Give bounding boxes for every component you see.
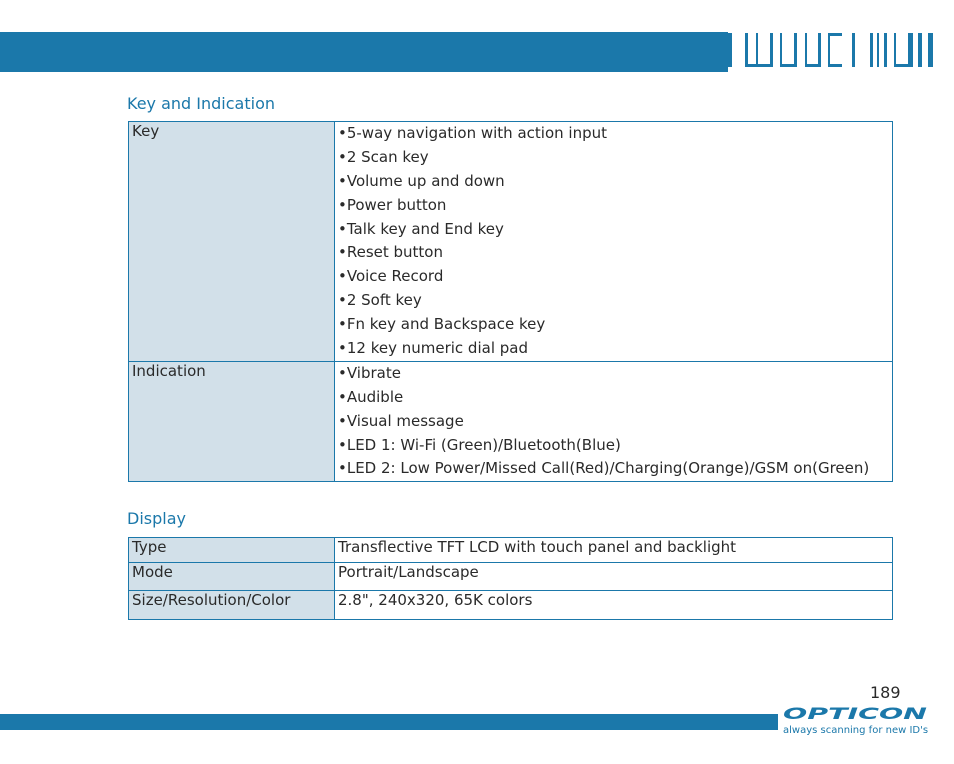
list-item: •Vibrate [338, 363, 401, 382]
display-heading: Display [127, 509, 186, 528]
list-item: •LED 2: Low Power/Missed Call(Red)/Charging(Orange)/GSM on(Green) [338, 459, 870, 478]
table-row [129, 563, 893, 591]
list-item: •Talk key and End key [338, 219, 504, 238]
row-label-indication: Indication [129, 361, 335, 481]
barcode-icon [728, 33, 938, 73]
indication-items [335, 361, 893, 481]
list-item: •Fn key and Backspace key [338, 315, 546, 334]
table-row [129, 538, 893, 563]
key-indication-table [128, 121, 893, 482]
list-item: •Audible [338, 387, 404, 406]
list-item: •Reset button [338, 243, 443, 262]
row-label-mode: Mode [129, 563, 335, 591]
list-item: •2 Scan key [338, 147, 429, 166]
brand-name: OPTICON [783, 704, 929, 722]
header-band [0, 32, 728, 72]
footer-band [0, 714, 778, 730]
list-item: •Visual message [338, 411, 464, 430]
table-row [129, 591, 893, 620]
row-value-type: Transflective TFT LCD with touch panel and backlight [335, 538, 893, 563]
list-item: •5-way navigation with action input [338, 124, 607, 142]
key-items [335, 122, 893, 362]
list-item: •12 key numeric dial pad [338, 339, 528, 358]
row-label-size: Size/Resolution/Color [129, 591, 335, 620]
table-row [129, 361, 893, 481]
list-item: •Power button [338, 195, 447, 214]
tagline: always scanning for new ID's [783, 725, 929, 736]
list-item: •LED 1: Wi-Fi (Green)/Bluetooth(Blue) [338, 435, 621, 454]
opticon-logo [783, 704, 929, 722]
page-number: 189 [870, 683, 901, 702]
row-value-mode: Portrait/Landscape [335, 563, 893, 591]
row-value-size: 2.8", 240x320, 65K colors [335, 591, 893, 620]
row-label-type: Type [129, 538, 335, 563]
table-row [129, 122, 893, 362]
display-table [128, 537, 893, 620]
row-label-key: Key [129, 122, 335, 362]
key-indication-heading: Key and Indication [127, 94, 275, 113]
list-item: •2 Soft key [338, 291, 422, 310]
list-item: •Volume up and down [338, 171, 505, 190]
list-item: •Voice Record [338, 267, 444, 286]
